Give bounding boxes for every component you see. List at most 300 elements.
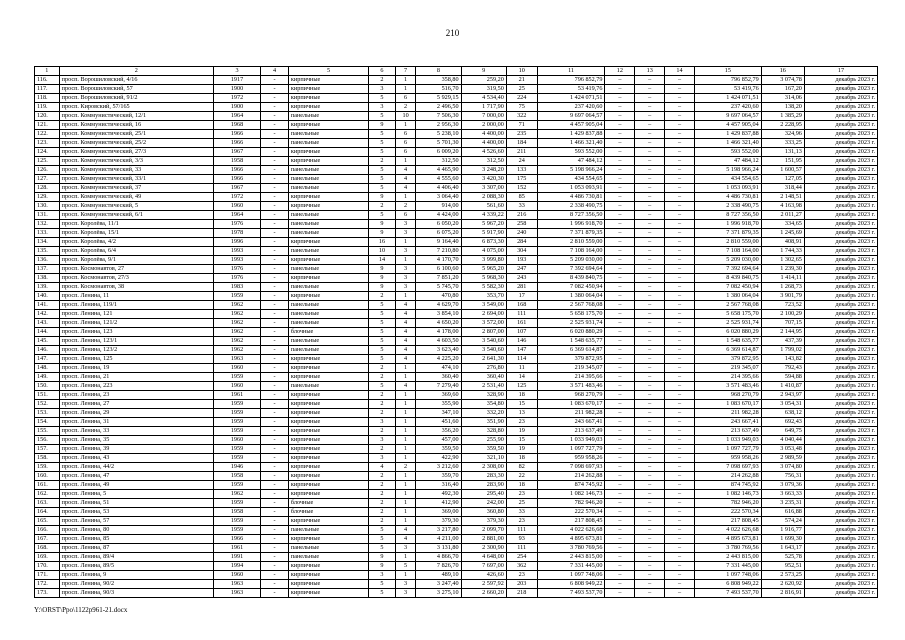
table-cell: 2 989,59: [761, 454, 804, 463]
table-cell: просп. Ленина, 119/1: [59, 301, 213, 310]
table-cell: 3 079,36: [761, 481, 804, 490]
table-cell: 1 083 670,17: [537, 400, 605, 409]
table-cell: 1958: [213, 157, 260, 166]
table-cell: декабрь 2023 г.: [804, 139, 877, 148]
table-cell: 5 968,30: [461, 274, 506, 283]
table-cell: просп. Ленина, 39: [59, 445, 213, 454]
column-header: 7: [395, 67, 416, 76]
table-cell: –: [605, 283, 635, 292]
table-cell: 434 554,65: [537, 175, 605, 184]
table-cell: 1963: [213, 355, 260, 364]
table-cell: –: [665, 436, 695, 445]
table-cell: –: [665, 220, 695, 229]
table-cell: 4 400,00: [461, 139, 506, 148]
table-cell: 7 279,40: [416, 382, 461, 391]
table-cell: 4: [395, 166, 416, 175]
table-cell: 2: [369, 157, 396, 166]
table-cell: 2 338 490,75: [537, 202, 605, 211]
table-cell: 154.: [35, 418, 60, 427]
table-cell: 53 419,76: [537, 85, 605, 94]
table-cell: 3 074,78: [761, 76, 804, 85]
table-cell: декабрь 2023 г.: [804, 130, 877, 139]
table-cell: декабрь 2023 г.: [804, 463, 877, 472]
table-cell: 82: [506, 463, 537, 472]
table-cell: 126.: [35, 166, 60, 175]
table-cell: 8 439 840,75: [537, 274, 605, 283]
table-cell: –: [605, 112, 635, 121]
table-cell: 117.: [35, 85, 60, 94]
table-cell: просп. Космонавтов, 38: [59, 283, 213, 292]
table-cell: -: [261, 310, 289, 319]
table-cell: 165.: [35, 517, 60, 526]
table-cell: декабрь 2023 г.: [804, 292, 877, 301]
table-cell: -: [261, 508, 289, 517]
table-cell: 2 810 559,00: [694, 238, 761, 247]
table-cell: –: [635, 238, 665, 247]
table-cell: -: [261, 490, 289, 499]
table-cell: 170.: [35, 562, 60, 571]
table-cell: 111: [506, 310, 537, 319]
table-cell: 5 965,20: [461, 265, 506, 274]
table-cell: 593 552,00: [537, 148, 605, 157]
table-cell: –: [665, 310, 695, 319]
column-header: 11: [537, 67, 605, 76]
table-cell: 146: [506, 337, 537, 346]
table-cell: просп. Коммунистический, 49: [59, 193, 213, 202]
table-cell: 1993: [213, 256, 260, 265]
table-cell: декабрь 2023 г.: [804, 337, 877, 346]
table-cell: 214 262,88: [537, 472, 605, 481]
table-cell: –: [605, 517, 635, 526]
table-cell: 1: [395, 553, 416, 562]
table-cell: панельные: [288, 229, 368, 238]
table-cell: просп. Ленина, 23: [59, 391, 213, 400]
table-cell: 3 999,80: [461, 256, 506, 265]
table-cell: панельные: [288, 220, 368, 229]
table-cell: панельные: [288, 184, 368, 193]
table-cell: 217 808,45: [694, 517, 761, 526]
table-cell: –: [605, 499, 635, 508]
table-cell: –: [605, 562, 635, 571]
table-cell: 7 108 164,00: [694, 247, 761, 256]
table-cell: 5: [369, 580, 396, 589]
table-cell: 145.: [35, 337, 60, 346]
table-cell: –: [635, 346, 665, 355]
table-cell: –: [635, 310, 665, 319]
table-cell: 1: [395, 400, 416, 409]
table-cell: 1 548 635,77: [694, 337, 761, 346]
table-cell: –: [635, 121, 665, 130]
table-cell: 116.: [35, 76, 60, 85]
table-cell: кирпичные: [288, 103, 368, 112]
table-cell: –: [605, 589, 635, 598]
table-cell: 457,00: [416, 436, 461, 445]
table-cell: 379 872,95: [537, 355, 605, 364]
table-cell: панельные: [288, 526, 368, 535]
table-row: [35, 112, 878, 121]
table-cell: панельные: [288, 382, 368, 391]
table-cell: 723,52: [761, 301, 804, 310]
table-cell: 1962: [213, 319, 260, 328]
table-cell: 2: [369, 373, 396, 382]
table-cell: –: [635, 292, 665, 301]
table-cell: -: [261, 184, 289, 193]
table-cell: 1 097 748,06: [694, 571, 761, 580]
table-cell: 1 082 146,73: [537, 490, 605, 499]
table-cell: –: [605, 571, 635, 580]
table-cell: декабрь 2023 г.: [804, 373, 877, 382]
table-row: [35, 211, 878, 220]
table-cell: 222 570,34: [537, 508, 605, 517]
table-cell: 369,00: [416, 508, 461, 517]
table-cell: просп. Ленина, 9: [59, 571, 213, 580]
table-cell: –: [605, 229, 635, 238]
table-cell: 4 211,00: [416, 535, 461, 544]
table-cell: -: [261, 175, 289, 184]
table-cell: 5 658 175,70: [537, 310, 605, 319]
table-row: [35, 346, 878, 355]
table-cell: 2 567 768,08: [694, 301, 761, 310]
table-cell: -: [261, 436, 289, 445]
table-cell: -: [261, 238, 289, 247]
table-cell: –: [665, 103, 695, 112]
table-cell: 216: [506, 211, 537, 220]
table-cell: 1: [395, 85, 416, 94]
table-cell: 7 392 694,64: [694, 265, 761, 274]
table-cell: декабрь 2023 г.: [804, 580, 877, 589]
table-cell: кирпичные: [288, 238, 368, 247]
table-cell: –: [605, 445, 635, 454]
table-cell: 138.: [35, 274, 60, 283]
table-cell: 3 663,33: [761, 490, 804, 499]
table-cell: 1960: [213, 436, 260, 445]
table-cell: 333,25: [761, 139, 804, 148]
table-cell: 5: [369, 319, 396, 328]
table-cell: 1: [395, 238, 416, 247]
table-cell: –: [665, 193, 695, 202]
table-cell: –: [665, 85, 695, 94]
table-cell: –: [605, 184, 635, 193]
table-cell: 243 667,41: [694, 418, 761, 427]
table-cell: 4 648,00: [461, 553, 506, 562]
table-cell: –: [665, 544, 695, 553]
table-cell: –: [635, 103, 665, 112]
housing-table: [34, 66, 878, 598]
table-cell: просп. Коммунистический, 6/1: [59, 211, 213, 220]
table-cell: 1 380 064,04: [694, 292, 761, 301]
table-cell: –: [665, 490, 695, 499]
table-cell: 314,06: [761, 94, 804, 103]
table-cell: 1: [395, 490, 416, 499]
table-cell: 312,50: [461, 157, 506, 166]
table-cell: –: [665, 301, 695, 310]
table-cell: –: [635, 436, 665, 445]
table-cell: 1: [395, 436, 416, 445]
table-cell: 356,20: [416, 427, 461, 436]
column-header: 17: [804, 67, 877, 76]
table-cell: 2: [369, 499, 396, 508]
table-row: [35, 445, 878, 454]
table-cell: 1900: [213, 85, 260, 94]
table-cell: декабрь 2023 г.: [804, 454, 877, 463]
table-cell: –: [665, 382, 695, 391]
table-cell: 968 270,79: [694, 391, 761, 400]
table-cell: –: [665, 328, 695, 337]
table-cell: –: [635, 373, 665, 382]
table-cell: 2 816,91: [761, 589, 804, 598]
table-cell: –: [635, 355, 665, 364]
table-cell: просп. Ленина, 57: [59, 517, 213, 526]
column-header: 3: [213, 67, 260, 76]
table-cell: 25: [506, 499, 537, 508]
table-cell: 1: [395, 445, 416, 454]
table-cell: -: [261, 220, 289, 229]
table-cell: 131,13: [761, 148, 804, 157]
table-cell: 1: [395, 364, 416, 373]
table-cell: 792,43: [761, 364, 804, 373]
table-cell: 1: [395, 418, 416, 427]
table-cell: -: [261, 589, 289, 598]
table-row: [35, 94, 878, 103]
table-cell: 9 164,40: [416, 238, 461, 247]
table-cell: декабрь 2023 г.: [804, 490, 877, 499]
table-cell: 4 170,70: [416, 256, 461, 265]
table-cell: 5: [369, 544, 396, 553]
table-cell: 1959: [213, 445, 260, 454]
table-cell: 1946: [213, 463, 260, 472]
table-cell: –: [635, 472, 665, 481]
table-cell: 1964: [213, 112, 260, 121]
table-cell: 2 531,40: [461, 382, 506, 391]
table-cell: декабрь 2023 г.: [804, 427, 877, 436]
table-cell: 3 540,60: [461, 346, 506, 355]
table-cell: кирпичные: [288, 445, 368, 454]
table-cell: 7 210,80: [416, 247, 461, 256]
table-cell: -: [261, 454, 289, 463]
table-cell: 213 637,49: [694, 427, 761, 436]
table-cell: декабрь 2023 г.: [804, 346, 877, 355]
table-cell: декабрь 2023 г.: [804, 553, 877, 562]
table-cell: 281: [506, 283, 537, 292]
table-cell: 218: [506, 589, 537, 598]
table-cell: 4: [395, 346, 416, 355]
table-cell: 2: [395, 103, 416, 112]
table-cell: кирпичные: [288, 535, 368, 544]
table-cell: 122.: [35, 130, 60, 139]
table-cell: 47 484,12: [694, 157, 761, 166]
table-cell: –: [665, 553, 695, 562]
table-cell: 1: [395, 472, 416, 481]
table-cell: 7 000,00: [461, 112, 506, 121]
table-cell: 127,05: [761, 175, 804, 184]
table-cell: –: [665, 472, 695, 481]
table-header-row: [35, 67, 878, 76]
table-cell: просп. Космонавтов, 27/3: [59, 274, 213, 283]
table-cell: 247: [506, 265, 537, 274]
table-cell: 354,80: [461, 400, 506, 409]
table-cell: декабрь 2023 г.: [804, 319, 877, 328]
table-cell: –: [605, 436, 635, 445]
table-cell: просп. Коммунистический, 3/3: [59, 157, 213, 166]
table-row: [35, 274, 878, 283]
table-cell: –: [665, 274, 695, 283]
table-cell: 118.: [35, 94, 60, 103]
table-cell: –: [665, 508, 695, 517]
table-cell: 139.: [35, 283, 60, 292]
table-cell: декабрь 2023 г.: [804, 328, 877, 337]
table-cell: просп. Королёва, 11/1: [59, 220, 213, 229]
table-cell: -: [261, 256, 289, 265]
table-cell: -: [261, 517, 289, 526]
table-cell: 214 262,88: [694, 472, 761, 481]
table-cell: 130.: [35, 202, 60, 211]
table-cell: кирпичные: [288, 418, 368, 427]
table-cell: 1 717,90: [461, 103, 506, 112]
table-cell: 9: [369, 283, 396, 292]
table-cell: 3 901,79: [761, 292, 804, 301]
table-cell: 295,40: [461, 490, 506, 499]
table-cell: кирпичные: [288, 148, 368, 157]
table-cell: 8 727 356,50: [694, 211, 761, 220]
table-cell: 211 982,28: [694, 409, 761, 418]
table-cell: 470,80: [416, 292, 461, 301]
table-cell: 3: [395, 229, 416, 238]
table-cell: –: [605, 76, 635, 85]
table-cell: панельные: [288, 139, 368, 148]
page-number: 210: [445, 28, 460, 38]
table-cell: 6: [395, 139, 416, 148]
table-cell: -: [261, 148, 289, 157]
table-cell: 140.: [35, 292, 60, 301]
table-cell: 3 623,40: [416, 346, 461, 355]
table-cell: 85: [506, 193, 537, 202]
table-cell: 21: [506, 76, 537, 85]
table-cell: 111: [506, 544, 537, 553]
table-cell: 242,00: [461, 499, 506, 508]
table-cell: просп. Ленина, 89/4: [59, 553, 213, 562]
table-row: [35, 418, 878, 427]
table-cell: 2: [369, 391, 396, 400]
table-cell: 148.: [35, 364, 60, 373]
table-cell: 4: [395, 337, 416, 346]
table-row: [35, 571, 878, 580]
table-cell: просп. Ворошиловский, 91/2: [59, 94, 213, 103]
table-row: [35, 337, 878, 346]
table-cell: 1 424 071,51: [694, 94, 761, 103]
table-row: [35, 247, 878, 256]
table-cell: –: [665, 283, 695, 292]
table-cell: 2: [369, 400, 396, 409]
table-row: [35, 148, 878, 157]
table-cell: 1962: [213, 328, 260, 337]
table-cell: 157.: [35, 445, 60, 454]
table-cell: 8 727 356,50: [537, 211, 605, 220]
table-cell: –: [635, 184, 665, 193]
table-cell: 1900: [213, 103, 260, 112]
table-cell: 4 526,60: [461, 148, 506, 157]
table-cell: 5: [369, 112, 396, 121]
table-cell: кирпичные: [288, 256, 368, 265]
table-cell: –: [605, 364, 635, 373]
table-cell: 2 807,00: [461, 328, 506, 337]
table-cell: 2: [369, 445, 396, 454]
table-cell: 1962: [213, 301, 260, 310]
table-cell: –: [605, 301, 635, 310]
table-cell: –: [665, 562, 695, 571]
table-cell: 1: [395, 157, 416, 166]
table-cell: 3: [395, 265, 416, 274]
table-cell: 1 799,02: [761, 346, 804, 355]
table-cell: 2 525 931,74: [694, 319, 761, 328]
table-cell: кирпичные: [288, 436, 368, 445]
table-cell: -: [261, 130, 289, 139]
table-cell: 111: [506, 526, 537, 535]
table-cell: 10: [395, 112, 416, 121]
table-row: [35, 85, 878, 94]
table-cell: -: [261, 355, 289, 364]
table-cell: кирпичные: [288, 481, 368, 490]
table-cell: –: [665, 355, 695, 364]
table-cell: -: [261, 76, 289, 85]
table-cell: –: [665, 418, 695, 427]
table-cell: 2 641,30: [461, 355, 506, 364]
table-cell: 284: [506, 238, 537, 247]
table-cell: кирпичные: [288, 94, 368, 103]
table-cell: –: [665, 364, 695, 373]
table-cell: 358,80: [416, 76, 461, 85]
table-cell: 9: [369, 562, 396, 571]
table-cell: кирпичные: [288, 85, 368, 94]
table-cell: 4 400,00: [461, 130, 506, 139]
table-cell: –: [665, 526, 695, 535]
table-cell: 1966: [213, 139, 260, 148]
table-cell: 2 144,95: [761, 328, 804, 337]
table-cell: -: [261, 580, 289, 589]
table-cell: 5: [369, 355, 396, 364]
table-cell: 121.: [35, 121, 60, 130]
table-cell: 1960: [213, 382, 260, 391]
table-cell: декабрь 2023 г.: [804, 571, 877, 580]
table-cell: 1: [395, 391, 416, 400]
table-row: [35, 229, 878, 238]
table-cell: 3: [395, 247, 416, 256]
table-cell: 474,10: [416, 364, 461, 373]
table-row: [35, 544, 878, 553]
table-cell: 707,15: [761, 319, 804, 328]
table-cell: 756,31: [761, 472, 804, 481]
table-cell: декабрь 2023 г.: [804, 436, 877, 445]
table-cell: 3: [369, 103, 396, 112]
table-cell: кирпичные: [288, 562, 368, 571]
table-cell: –: [605, 310, 635, 319]
table-cell: -: [261, 139, 289, 148]
table-cell: 351,90: [461, 418, 506, 427]
table-cell: 2 694,00: [461, 310, 506, 319]
table-cell: 561,60: [461, 202, 506, 211]
table-cell: –: [665, 157, 695, 166]
table-row: [35, 175, 878, 184]
table-cell: 312,50: [416, 157, 461, 166]
table-cell: кирпичные: [288, 193, 368, 202]
table-cell: 2 567 768,08: [537, 301, 605, 310]
table-cell: –: [665, 373, 695, 382]
table-row: [35, 301, 878, 310]
table-cell: 359,70: [416, 472, 461, 481]
table-cell: 1: [395, 121, 416, 130]
table-cell: –: [605, 265, 635, 274]
table-cell: кирпичные: [288, 76, 368, 85]
table-cell: 1976: [213, 265, 260, 274]
